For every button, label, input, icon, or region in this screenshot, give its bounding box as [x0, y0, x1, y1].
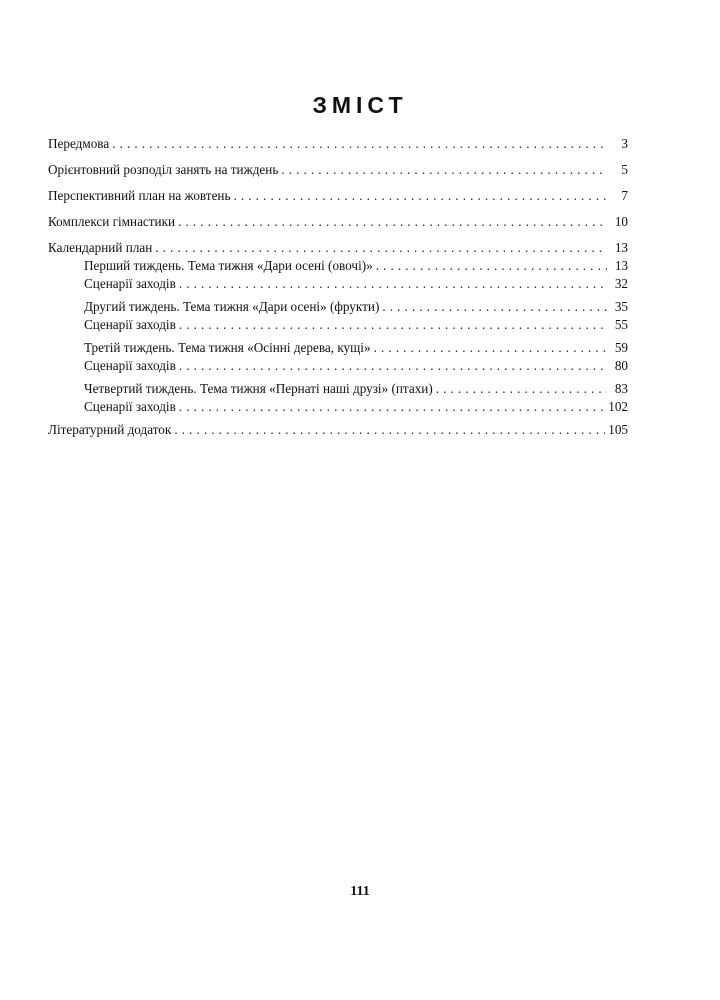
toc-entry-page: 80	[614, 358, 628, 373]
page-title: ЗМІСТ	[312, 92, 408, 118]
toc-entry-page: 105	[608, 422, 628, 437]
toc-entry-week-3[interactable]	[48, 339, 628, 357]
toc-entry-label: Четвертий тиждень. Тема тижня «Пернаті наші друзі» (птахи)	[84, 381, 433, 396]
toc-entry-page: 35	[614, 299, 628, 314]
toc-entry-gymnastics[interactable]	[48, 213, 628, 231]
toc-entry-preface[interactable]	[48, 135, 628, 153]
toc-entry-label: Сценарії заходів	[84, 358, 176, 373]
toc-entry-page: 32	[614, 276, 628, 291]
toc-entry-week-4[interactable]	[48, 380, 628, 398]
dot-leader	[376, 257, 607, 275]
toc-entry-week-2[interactable]	[48, 298, 628, 316]
dot-leader	[179, 357, 607, 375]
toc-entry-label: Календарний план	[48, 240, 153, 255]
dot-leader	[281, 161, 607, 179]
toc-entry-label: Другий тиждень. Тема тижня «Дари осені» (фрукти)	[84, 299, 380, 314]
toc-entry-week-2-scenarios[interactable]	[48, 316, 628, 334]
dot-leader	[436, 380, 607, 398]
dot-leader	[382, 298, 607, 316]
toc-entry-label: Третій тиждень. Тема тижня «Осінні дерева, кущі»	[84, 340, 371, 355]
toc-entry-perspective-plan[interactable]	[48, 187, 628, 205]
toc-entry-label: Перспективний план на жовтень	[48, 188, 231, 203]
dot-leader	[179, 398, 605, 416]
dot-leader	[179, 316, 607, 334]
dot-leader	[178, 213, 607, 231]
dot-leader	[234, 187, 608, 205]
toc-entry-label: Літературний додаток	[48, 422, 172, 437]
table-of-contents	[48, 135, 628, 439]
toc-entry-literary-appendix[interactable]	[48, 421, 628, 439]
toc-entry-label: Сценарії заходів	[84, 399, 176, 414]
toc-entry-week-4-scenarios[interactable]	[48, 398, 628, 416]
toc-entry-week-3-scenarios[interactable]	[48, 357, 628, 375]
toc-entry-label: Орієнтовний розподіл занять на тиждень	[48, 162, 279, 177]
toc-entry-label: Сценарії заходів	[84, 276, 176, 291]
toc-entry-page: 7	[621, 188, 628, 203]
dot-leader	[155, 239, 607, 257]
toc-entry-page: 13	[614, 240, 628, 255]
toc-entry-page: 102	[608, 399, 628, 414]
toc-entry-week-1-scenarios[interactable]	[48, 275, 628, 293]
toc-entry-label: Сценарії заходів	[84, 317, 176, 332]
toc-entry-calendar-plan[interactable]	[48, 239, 628, 257]
dot-leader	[374, 339, 607, 357]
toc-entry-week-1[interactable]	[48, 257, 628, 275]
toc-entry-page: 55	[614, 317, 628, 332]
toc-entry-page: 13	[614, 258, 628, 273]
dot-leader	[112, 135, 607, 153]
toc-entry-label: Комплекси гімнастики	[48, 214, 176, 229]
toc-entry-page: 10	[614, 214, 628, 229]
dot-leader	[179, 275, 607, 293]
toc-entry-page: 3	[621, 136, 628, 151]
toc-entry-page: 5	[621, 162, 628, 177]
toc-entry-label: Передмова	[48, 136, 110, 151]
dot-leader	[174, 421, 605, 439]
page-number: 111	[350, 884, 370, 899]
toc-entry-page: 83	[614, 381, 628, 396]
toc-entry-weekly-distribution[interactable]	[48, 161, 628, 179]
toc-entry-page: 59	[614, 340, 628, 355]
toc-entry-label: Перший тиждень. Тема тижня «Дари осені (овочі)»	[84, 258, 373, 273]
